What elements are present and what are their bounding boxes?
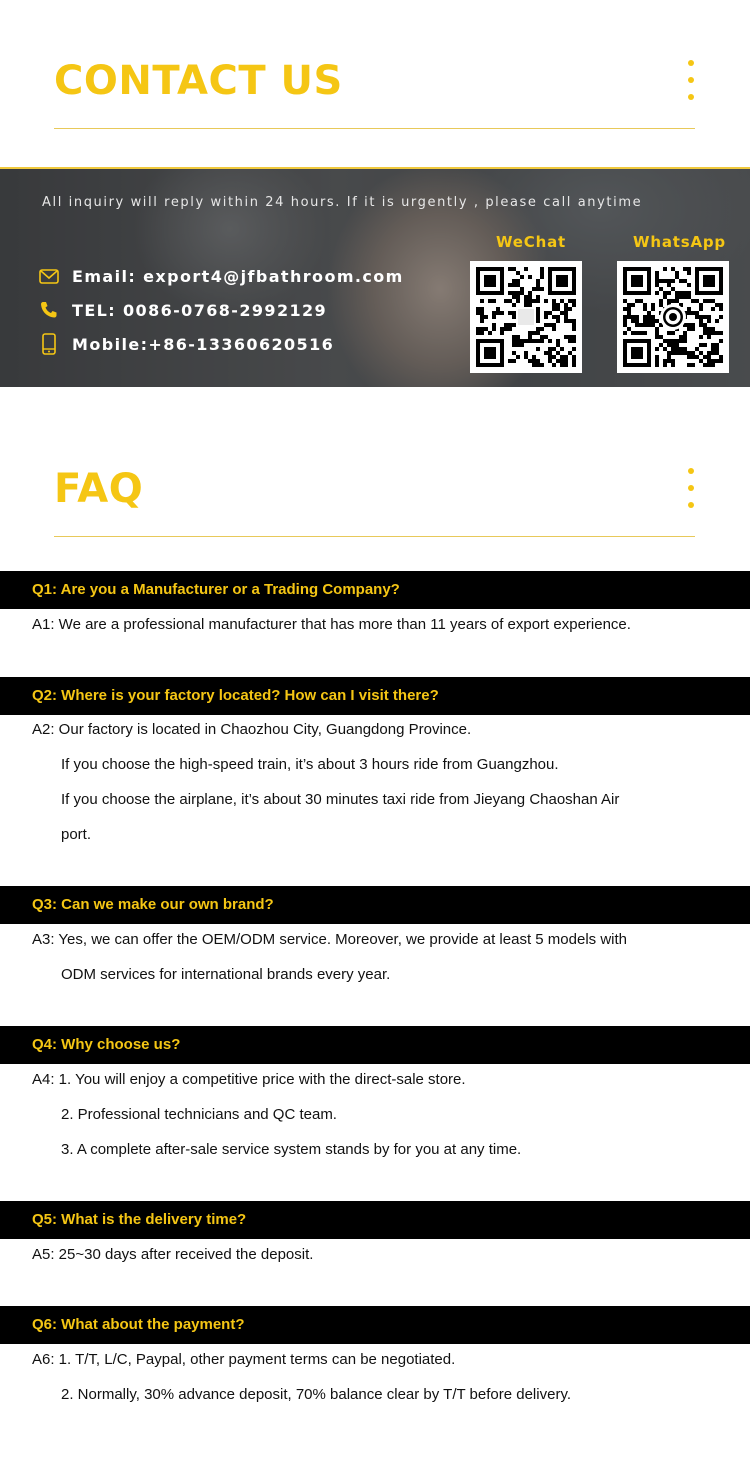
contact-divider — [54, 128, 695, 129]
faq-question: Q3: Can we make our own brand? — [32, 896, 274, 913]
faq-question-bar — [0, 1306, 750, 1344]
mobile-icon — [38, 333, 60, 355]
email-line[interactable] — [38, 265, 404, 287]
faq-answer-line: A4: 1. You will enjoy a competitive price with the direct-sale store. — [32, 1071, 466, 1088]
wechat-qr-code — [470, 261, 582, 373]
whatsapp-qr-code — [617, 261, 729, 373]
faq-question: Q6: What about the payment? — [32, 1316, 245, 1333]
tel-line[interactable] — [38, 299, 327, 321]
faq-answer-line: A2: Our factory is located in Chaozhou City, Guangdong Province. — [32, 721, 472, 738]
faq-answer-line: If you choose the high-speed train, it’s about 3 hours ride from Guangzhou. — [61, 756, 559, 773]
faq-answer-line: port. — [61, 826, 92, 843]
faq-answer-line: ODM services for international brands every year. — [61, 966, 391, 983]
envelope-icon — [38, 265, 60, 287]
wechat-label: WeChat — [496, 233, 566, 251]
more-dots-icon — [688, 468, 696, 519]
faq-question: Q4: Why choose us? — [32, 1036, 181, 1053]
faq-answer-line: A6: 1. T/T, L/C, Paypal, other payment terms can be negotiated. — [32, 1351, 456, 1368]
whatsapp-label: WhatsApp — [633, 233, 726, 251]
mobile-text: Mobile:+86-13360620516 — [72, 334, 335, 354]
faq-answer-line: 2. Professional technicians and QC team. — [61, 1106, 337, 1123]
faq-title: FAQ — [54, 466, 144, 512]
faq-answer-line: A3: Yes, we can offer the OEM/ODM service. Moreover, we provide at least 5 models with — [32, 931, 627, 948]
faq-question: Q2: Where is your factory located? How can I visit there? — [32, 687, 439, 704]
faq-question-bar — [0, 1201, 750, 1239]
faq-answer-line: If you choose the airplane, it’s about 30 minutes taxi ride from Jieyang Chaoshan Air — [61, 791, 620, 808]
faq-question: Q5: What is the delivery time? — [32, 1211, 247, 1228]
mobile-line[interactable] — [38, 333, 334, 355]
contact-title: CONTACT US — [54, 58, 343, 104]
reply-notice: All inquiry will reply within 24 hours. If it is urgently , please call anytime — [42, 195, 643, 210]
faq-answer-line: A5: 25~30 days after received the deposit. — [32, 1246, 314, 1263]
phone-icon — [38, 299, 60, 321]
tel-text: TEL: 0086-0768-2992129 — [72, 300, 328, 320]
more-dots-icon — [688, 60, 696, 111]
faq-answer-line: 3. A complete after-sale service system stands by for you at any time. — [61, 1141, 522, 1158]
faq-divider — [54, 536, 695, 537]
email-text: Email: export4@jfbathroom.com — [72, 266, 404, 286]
contact-banner — [0, 167, 750, 387]
faq-question-bar — [0, 886, 750, 924]
faq-question-bar — [0, 571, 750, 609]
faq-question-bar — [0, 677, 750, 715]
faq-question: Q1: Are you a Manufacturer or a Trading Company? — [32, 581, 400, 598]
faq-answer-line: 2. Normally, 30% advance deposit, 70% balance clear by T/T before delivery. — [61, 1386, 571, 1403]
faq-question-bar — [0, 1026, 750, 1064]
faq-answer-line: A1: We are a professional manufacturer that has more than 11 years of export experience. — [32, 616, 631, 633]
